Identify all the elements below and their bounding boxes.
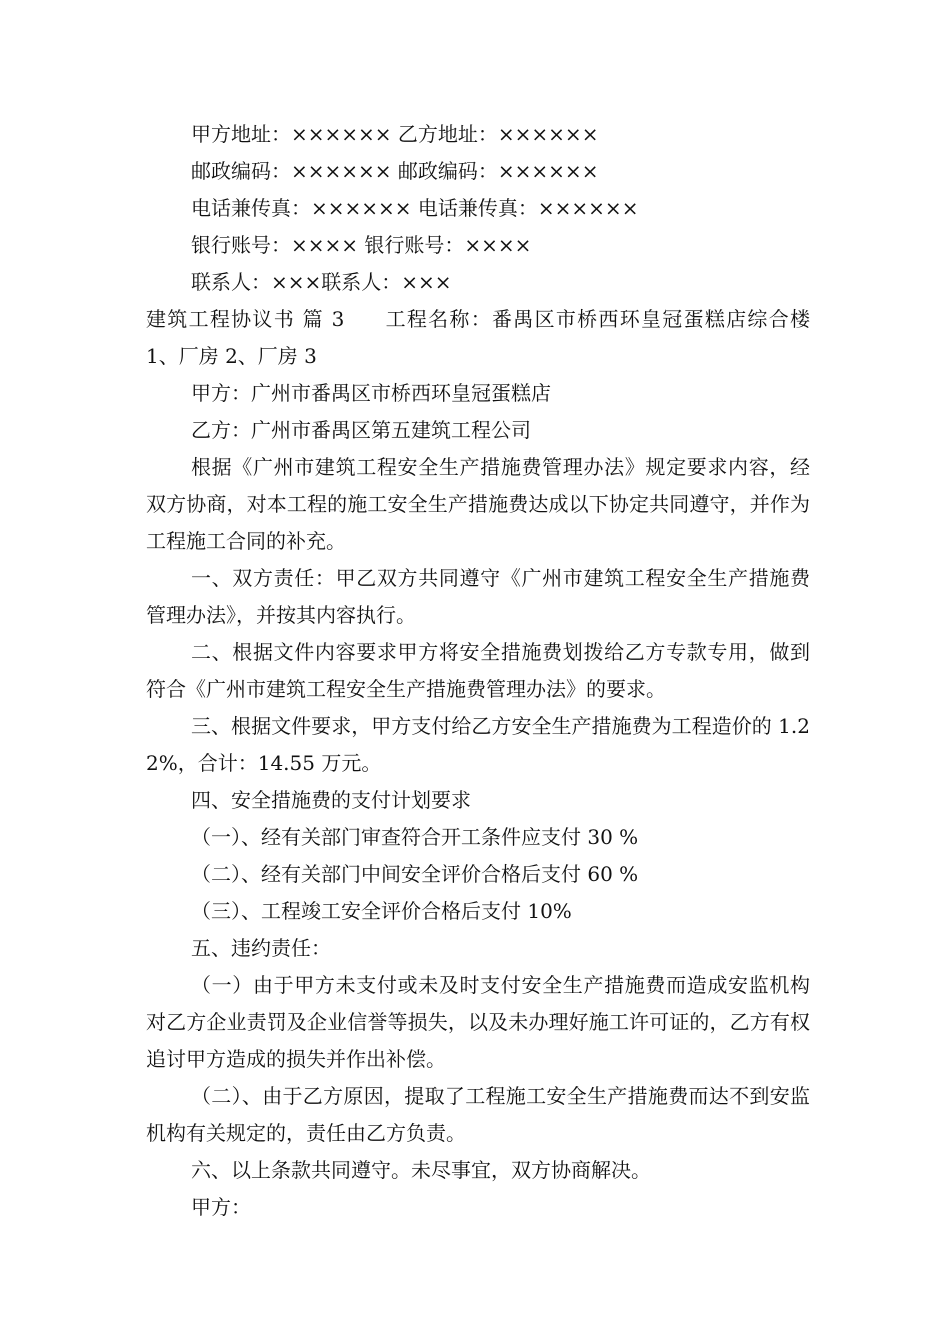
- party-a-address-line: 甲方地址：×××××× 乙方地址：××××××: [191, 122, 599, 146]
- phone-fax-line: 电话兼传真：×××××× 电话兼传真：××××××: [191, 196, 639, 220]
- payment-item-1: （一）、经有关部门审查符合开工条件应支付 30 %: [191, 825, 639, 849]
- party-a-signature-line: 甲方：: [191, 1195, 251, 1219]
- postal-code-line: 邮政编码：×××××× 邮政编码：××××××: [191, 159, 599, 183]
- clause-1: 一、双方责任：甲乙双方共同遵守《广州市建筑工程安全生产措施费管理办法》，并按其内容执行。: [146, 566, 810, 627]
- clause-3: 三、根据文件要求，甲方支付给乙方安全生产措施费为工程造价的 1.22%，合计：14.55 万元。: [146, 714, 810, 775]
- clause-6: 六、以上条款共同遵守。未尽事宜，双方协商解决。: [191, 1158, 651, 1182]
- liability-item-1: （一）由于甲方未支付或未及时支付安全生产措施费而造成安监机构对乙方企业责罚及企业信誉等损失，以及未办理好施工许可证的，乙方有权追讨甲方造成的损失并作出补偿。: [146, 973, 810, 1071]
- contact-line: 联系人：×××联系人：×××: [191, 270, 452, 294]
- preamble-paragraph: 根据《广州市建筑工程安全生产措施费管理办法》规定要求内容，经双方协商，对本工程的施工安全生产措施费达成以下协定共同遵守，并作为工程施工合同的补充。: [146, 455, 810, 553]
- project-name-line: 工程名称：番禺区市桥西环皇冠蛋糕店综合楼 1、厂房 2、厂房 3: [146, 307, 810, 368]
- payment-item-2: （二）、经有关部门中间安全评价合格后支付 60 %: [191, 862, 639, 886]
- liability-item-2: （二）、由于乙方原因，提取了工程施工安全生产措施费而达不到安监机构有关规定的，责任由乙方负责。: [146, 1084, 810, 1145]
- section-heading: 建筑工程协议书 篇 3: [146, 307, 345, 331]
- clause-5: 五、违约责任：: [191, 936, 331, 960]
- payment-item-3: （三）、工程竣工安全评价合格后支付 10%: [191, 899, 572, 923]
- party-a-line: 甲方：广州市番禺区市桥西环皇冠蛋糕店: [191, 381, 551, 405]
- bank-account-line: 银行账号：×××× 银行账号：××××: [191, 233, 532, 257]
- clause-2: 二、根据文件内容要求甲方将安全措施费划拨给乙方专款专用，做到符合《广州市建筑工程安全生产措施费管理办法》的要求。: [146, 640, 810, 701]
- clause-4: 四、安全措施费的支付计划要求: [191, 788, 471, 812]
- section-heading-paragraph: [146, 301, 810, 375]
- document-body: [146, 116, 810, 1226]
- party-b-line: 乙方：广州市番禺区第五建筑工程公司: [191, 418, 531, 442]
